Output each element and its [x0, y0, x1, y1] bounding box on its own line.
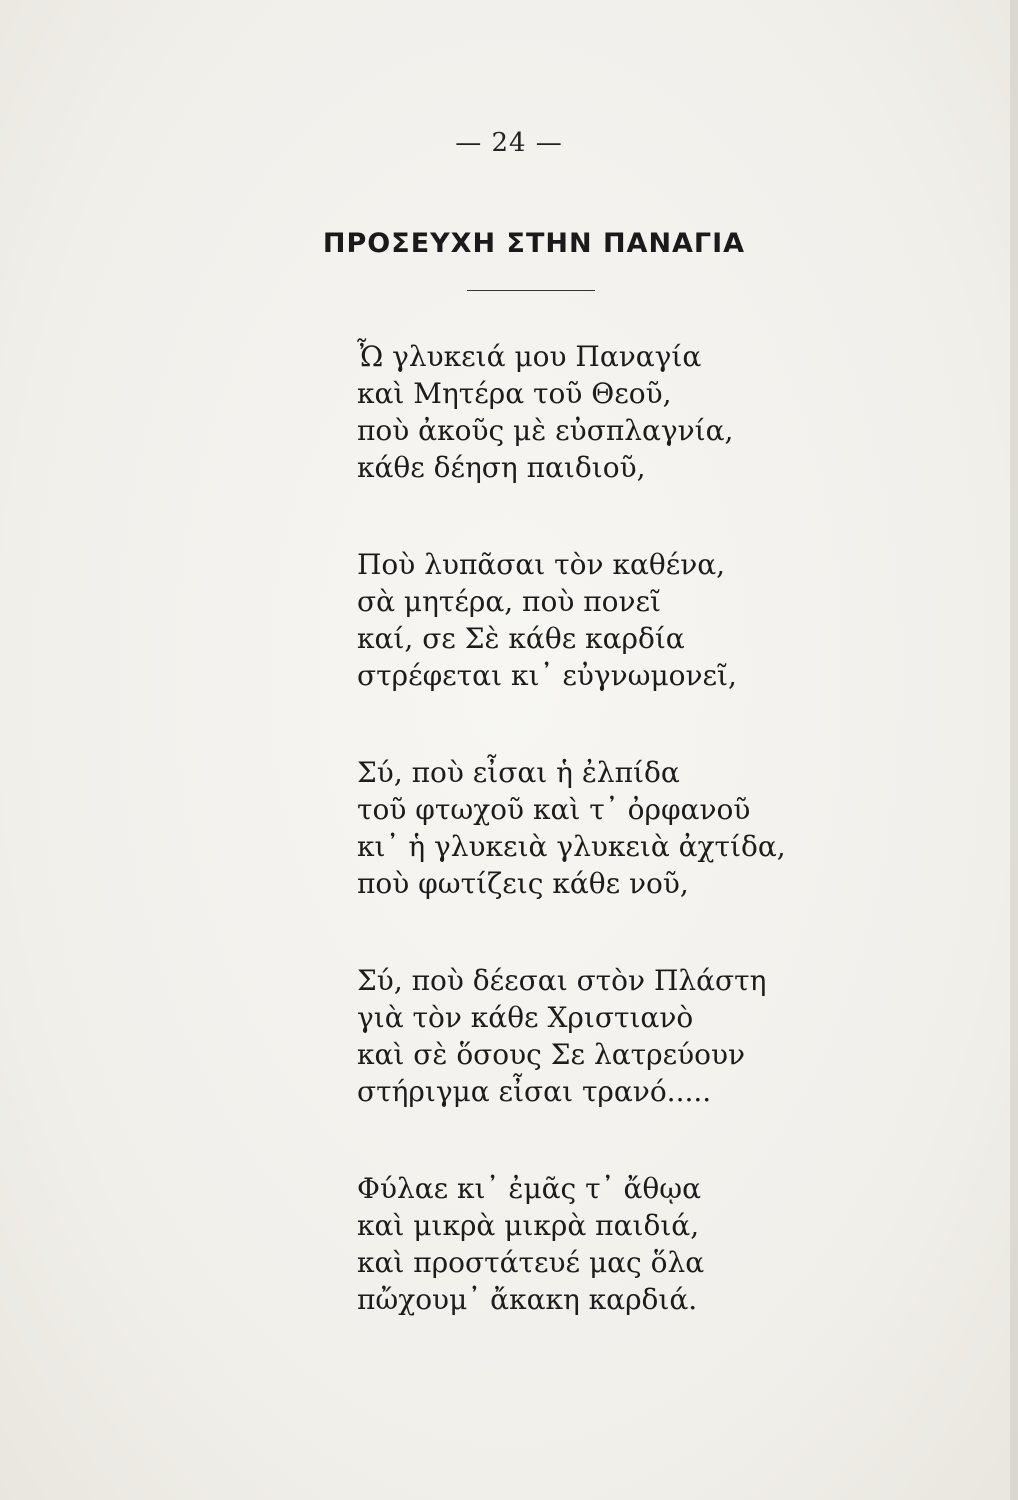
- title-divider: [467, 290, 595, 291]
- poem-line: ποὺ ἀκοῦς μὲ εὐσπλαγνία,: [357, 414, 734, 447]
- poem-line: Ὦ γλυκειά μου Παναγία: [357, 340, 702, 373]
- poem-line: Σύ, ποὺ εἶσαι ἡ ἐλπίδα: [357, 756, 680, 789]
- poem-title: ΠΡΟΣΕΥΧΗ ΣΤΗΝ ΠΑΝΑΓΙΑ: [322, 228, 746, 259]
- poem-line: καὶ προστάτευέ μας ὅλα: [357, 1246, 705, 1279]
- poem-line: καὶ σὲ ὅσους Σε λατρεύουν: [357, 1038, 745, 1071]
- stanza: [357, 754, 977, 902]
- poem-line: Σύ, ποὺ δέεσαι στὸν Πλάστη: [357, 964, 767, 997]
- stanza: [357, 962, 977, 1110]
- poem-line: στρέφεται κι᾽ εὐγνωμονεῖ,: [357, 659, 737, 692]
- poem-line: γιὰ τὸν κάθε Χριστιανὸ: [357, 1001, 694, 1034]
- poem-line: σὰ μητέρα, ποὺ πονεῖ: [357, 585, 662, 618]
- page-number: — 24 —: [455, 128, 563, 158]
- poem-line: κι᾽ ἡ γλυκειὰ γλυκειὰ ἀχτίδα,: [357, 830, 786, 863]
- poem-line: καί, σε Σὲ κάθε καρδία: [357, 622, 685, 655]
- poem-line: στήριγμα εἶσαι τρανό.....: [357, 1075, 712, 1108]
- poem-line: Φύλαε κι᾽ ἐμᾶς τ᾽ ἄθῳα: [357, 1172, 702, 1205]
- poem-line: καὶ μικρὰ μικρὰ παιδιά,: [357, 1209, 700, 1242]
- poem-line: τοῦ φτωχοῦ καὶ τ᾽ ὀρφανοῦ: [357, 793, 751, 826]
- page-edge-shadow: [1010, 0, 1018, 1500]
- poem-line: ποὺ φωτίζεις κάθε νοῦ,: [357, 867, 689, 900]
- poem-body: [357, 338, 977, 1378]
- poem-line: πὤχουμ᾽ ἄκακη καρδιά.: [357, 1283, 698, 1316]
- stanza: [357, 338, 977, 486]
- stanza: [357, 1170, 977, 1318]
- poem-line: Ποὺ λυπᾶσαι τὸν καθένα,: [357, 548, 726, 581]
- poem-line: καὶ Μητέρα τοῦ Θεοῦ,: [357, 377, 672, 410]
- poem-line: κάθε δέηση παιδιοῦ,: [357, 451, 646, 484]
- stanza: [357, 546, 977, 694]
